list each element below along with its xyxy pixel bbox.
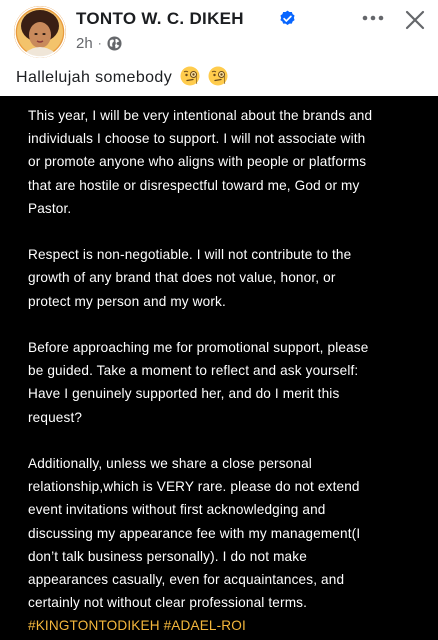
post-image[interactable]	[0, 96, 438, 640]
author-name[interactable]: TONTO W. C. DIKEH	[76, 9, 244, 28]
close-icon[interactable]	[404, 9, 426, 31]
post-meta	[76, 33, 122, 53]
caption-text: Hallelujah somebody	[16, 69, 173, 86]
separator-dot: ·	[97, 36, 102, 50]
verified-badge-icon	[279, 10, 296, 27]
image-paragraph: Before approaching me for promotional support, please be guided. Take a moment to reflect and ask yourself: Have I genuinely supported her, and do I merit this request?	[28, 340, 369, 425]
face-with-monocle-emoji	[180, 66, 200, 86]
post-header	[0, 0, 438, 60]
post-image-text	[28, 104, 428, 638]
more-options-icon[interactable]	[360, 11, 386, 25]
globe-icon	[107, 36, 122, 51]
avatar[interactable]	[14, 6, 66, 58]
image-paragraph: This year, I will be very intentional about the brands and individuals I choose to support. I will not associate with or promote anyone who aligns with people or platforms that are hostile or disrespectful toward me, God or my Pastor.	[28, 108, 373, 216]
hashtags: #KINGTONTODIKEH #ADAEL-ROI	[28, 618, 246, 634]
face-with-monocle-emoji	[208, 66, 228, 86]
image-paragraph: Respect is non-negotiable. I will not contribute to the growth of any brand that does not value, honor, or protect my person and my work.	[28, 247, 352, 309]
post-caption	[16, 66, 228, 87]
timestamp[interactable]: 2h	[76, 34, 93, 52]
image-paragraph: Additionally, unless we share a close personal relationship,which is VERY rare. please do not extend event invitations without first acknowledging and discussing my appearance fee with my management(I don’t talk business personally). I do not make appearances casually, even for acquaintances, and certainly not without clear professional terms.	[28, 456, 361, 611]
avatar-image	[14, 6, 66, 58]
